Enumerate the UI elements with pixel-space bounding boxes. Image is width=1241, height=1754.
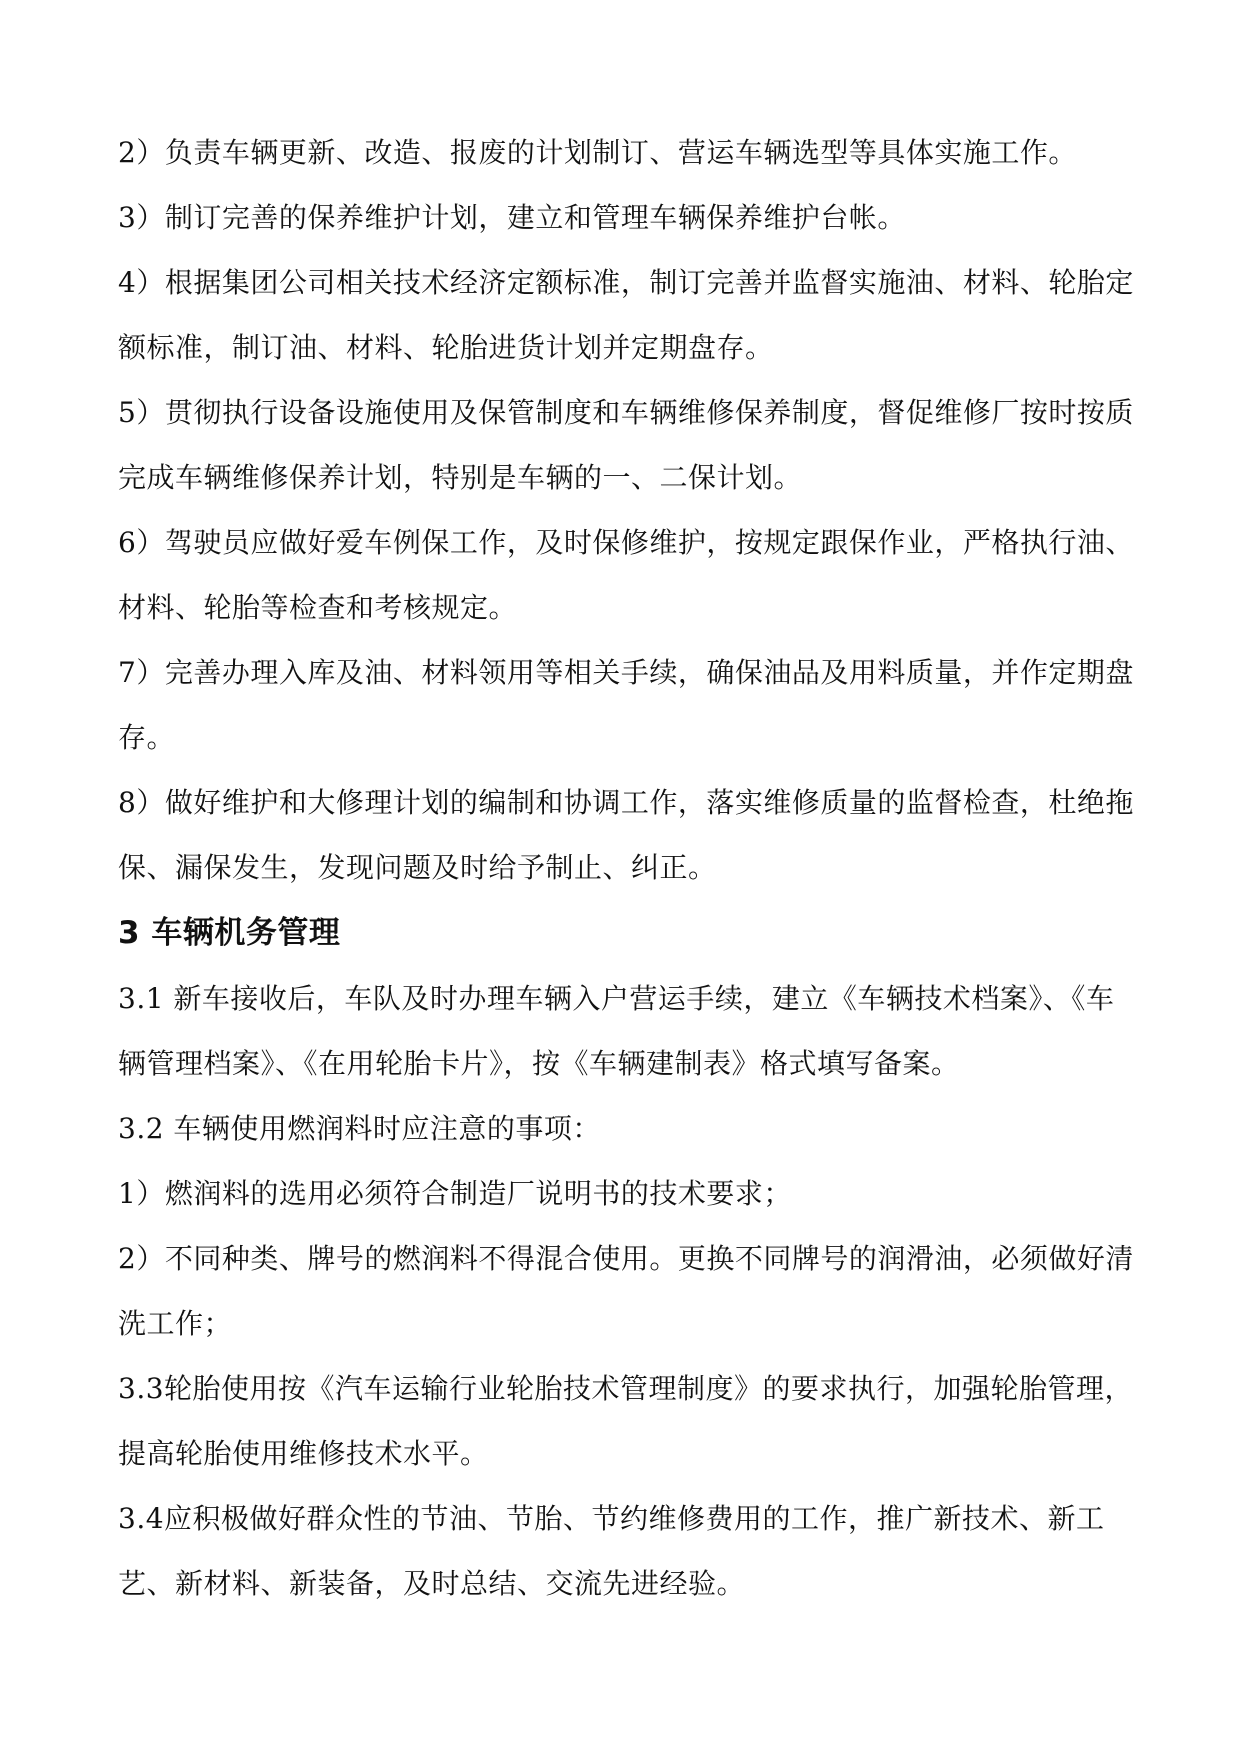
paragraph-3-2: 3.2 车辆使用燃润料时应注意的事项：	[118, 1112, 601, 1145]
item-6-paragraph: 6）驾驶员应做好爱车例保工作，及时保修维护，按规定跟保作业，严格执行油、材料、轮胎等检查和考核规定。	[118, 526, 1134, 624]
paragraph-3-2-item-2: 2）不同种类、牌号的燃润料不得混合使用。更换不同牌号的润滑油，必须做好清洗工作；	[118, 1242, 1134, 1340]
item-8-paragraph: 8）做好维护和大修理计划的编制和协调工作，落实维修质量的监督检查，杜绝拖保、漏保发生，发现问题及时给予制止、纠正。	[118, 786, 1134, 884]
item-7-paragraph: 7）完善办理入库及油、材料领用等相关手续，确保油品及用料质量，并作定期盘存。	[118, 656, 1134, 754]
paragraph-3-4: 3.4应积极做好群众性的节油、节胎、节约维修费用的工作，推广新技术、新工艺、新材料、新装备，及时总结、交流先进经验。	[118, 1502, 1105, 1600]
paragraph-3-1: 3.1 新车接收后，车队及时办理车辆入户营运手续，建立《车辆技术档案》、《车辆管理档案》、《在用轮胎卡片》，按《车辆建制表》格式填写备案。	[118, 982, 1115, 1080]
item-3-paragraph: 3）制订完善的保养维护计划，建立和管理车辆保养维护台帐。	[118, 201, 906, 234]
paragraph-3-3: 3.3轮胎使用按《汽车运输行业轮胎技术管理制度》的要求执行，加强轮胎管理，提高轮胎使用维修技术水平。	[118, 1372, 1134, 1470]
section-3-heading: 3 车辆机务管理	[118, 915, 341, 951]
item-4-paragraph: 4）根据集团公司相关技术经济定额标准，制订完善并监督实施油、材料、轮胎定额标准，制订油、材料、轮胎进货计划并定期盘存。	[118, 266, 1134, 364]
document-page	[118, 120, 1138, 1616]
item-2-paragraph: 2）负责车辆更新、改造、报废的计划制订、营运车辆选型等具体实施工作。	[118, 136, 1077, 169]
item-5-paragraph: 5）贯彻执行设备设施使用及保管制度和车辆维修保养制度，督促维修厂按时按质完成车辆维修保养计划，特别是车辆的一、二保计划。	[118, 396, 1134, 494]
paragraph-3-2-item-1: 1）燃润料的选用必须符合制造厂说明书的技术要求；	[118, 1177, 792, 1210]
